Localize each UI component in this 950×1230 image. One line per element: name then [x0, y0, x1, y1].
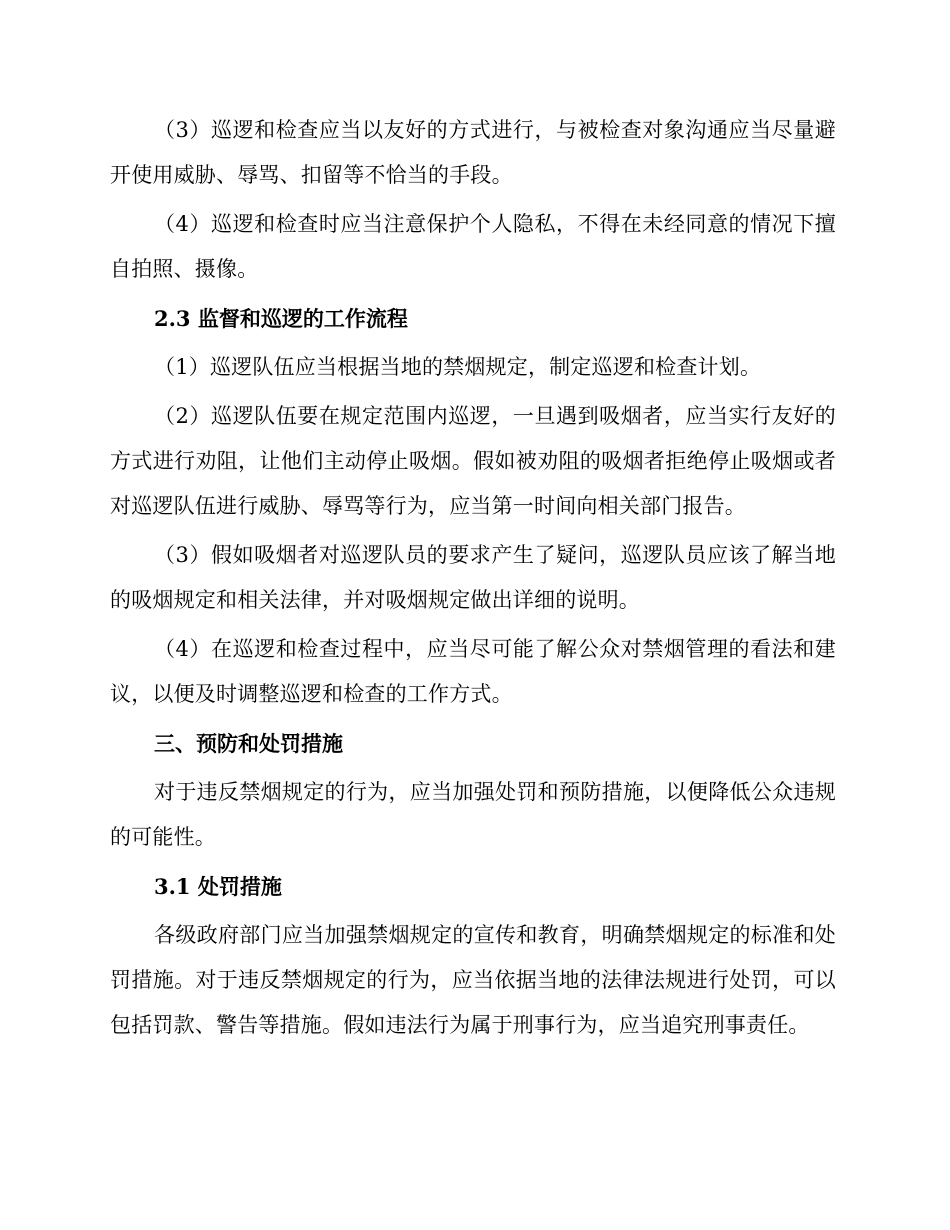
section-heading-3: 三、预防和处罚措施: [154, 731, 343, 756]
section-heading-2-3: 2.3 监督和巡逻的工作流程: [154, 306, 408, 331]
paragraph-workflow-feedback: （4）在巡逻和检查过程中，应当尽可能了解公众对禁烟管理的看法和建议，以便及时调整巡逻和检查的工作方式。: [110, 637, 836, 706]
paragraph-workflow-dissuade: （2）巡逻队伍要在规定范围内巡逻，一旦遇到吸烟者，应当实行友好的方式进行劝阻，让他们主动停止吸烟。假如被劝阻的吸烟者拒绝停止吸烟或者对巡逻队伍进行威胁、辱骂等行为，应当第一时间向相关部门报告。: [110, 404, 836, 518]
section-heading-3-1: 3.1 处罚措施: [154, 874, 282, 899]
document-page: [110, 108, 836, 1052]
paragraph-penalty-measures: 各级政府部门应当加强禁烟规定的宣传和教育，明确禁烟规定的标准和处罚措施。对于违反禁烟规定的行为，应当依据当地的法律法规进行处罚，可以包括罚款、警告等措施。假如违法行为属于刑事行为，应当追究刑事责任。: [110, 923, 836, 1037]
paragraph-prevention-intro: 对于违反禁烟规定的行为，应当加强处罚和预防措施，以便降低公众违规的可能性。: [110, 780, 836, 849]
paragraph-patrol-privacy: （4）巡逻和检查时应当注意保护个人隐私，不得在未经同意的情况下擅自拍照、摄像。: [110, 212, 836, 281]
paragraph-patrol-friendly: （3）巡逻和检查应当以友好的方式进行，与被检查对象沟通应当尽量避开使用威胁、辱骂、扣留等不恰当的手段。: [110, 118, 836, 187]
paragraph-workflow-explain: （3）假如吸烟者对巡逻队员的要求产生了疑问，巡逻队员应该了解当地的吸烟规定和相关法律，并对吸烟规定做出详细的说明。: [110, 543, 836, 612]
paragraph-workflow-plan: （1）巡逻队伍应当根据当地的禁烟规定，制定巡逻和检查计划。: [154, 355, 762, 379]
